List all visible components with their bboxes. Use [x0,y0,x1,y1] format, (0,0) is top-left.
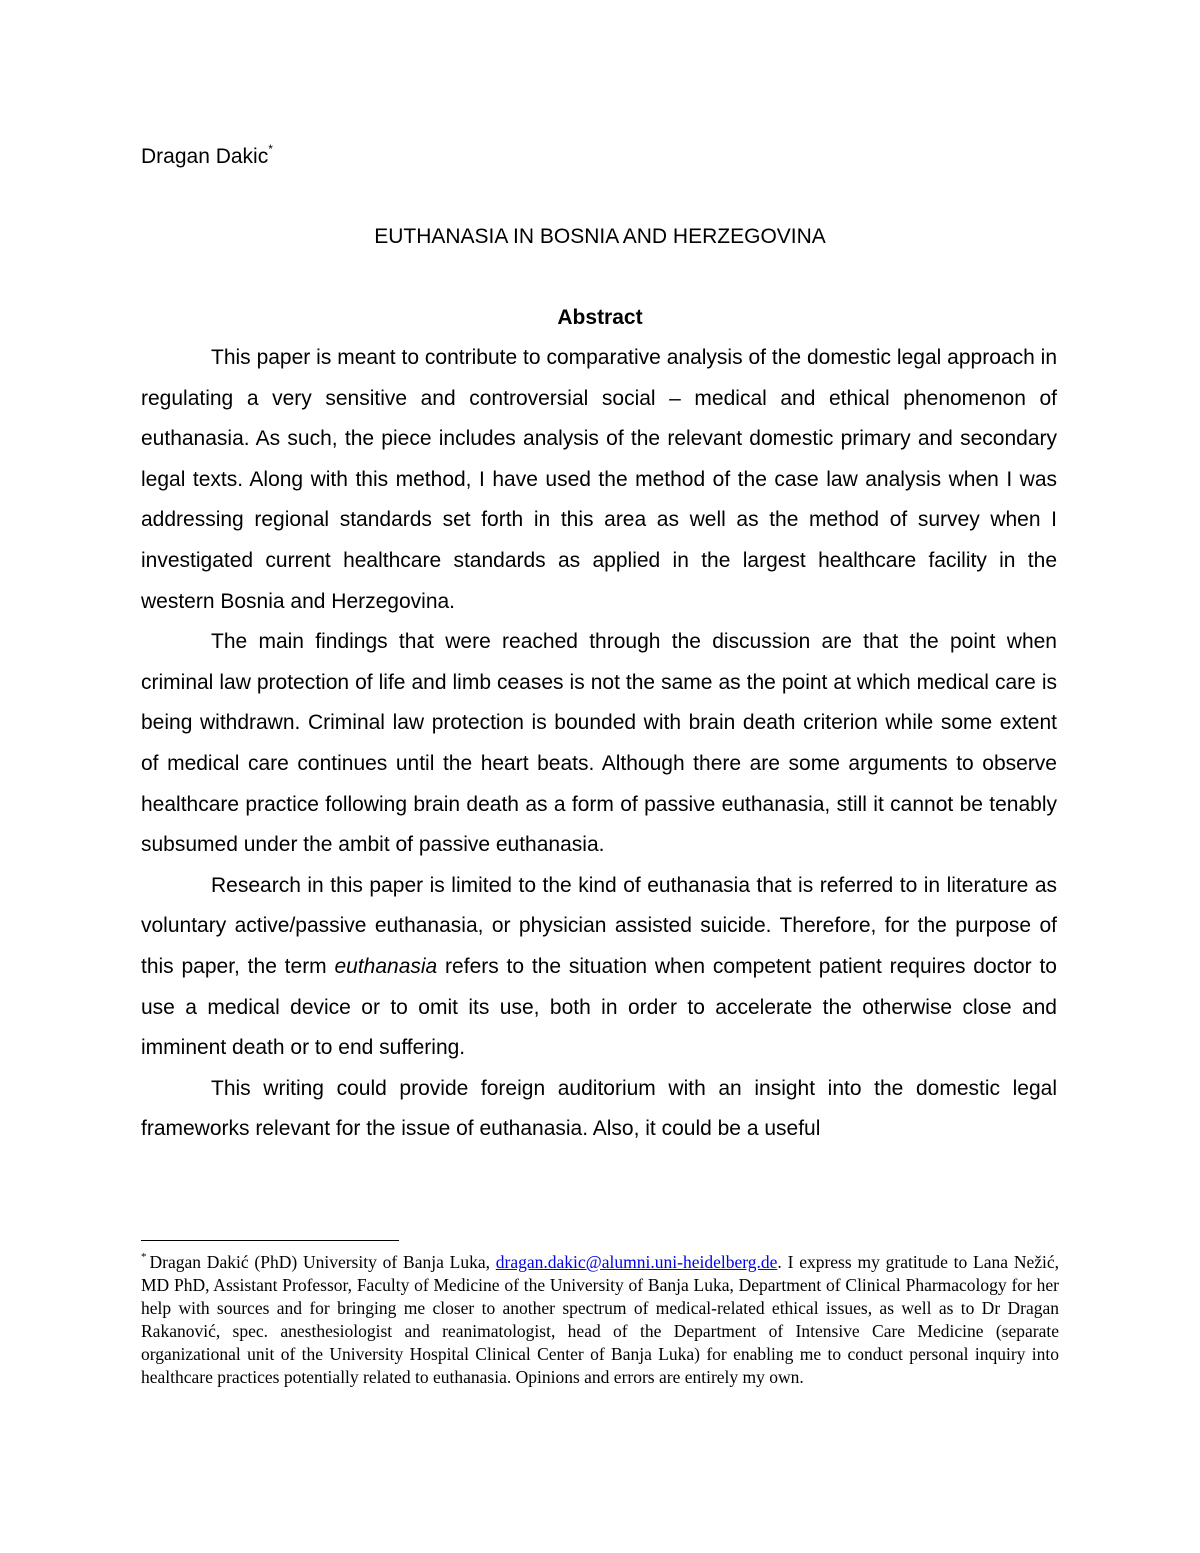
footnote [141,1251,1059,1388]
abstract-paragraph-1: This paper is meant to contribute to comparative analysis of the domestic legal approach in regulating a very sensitive and controversial social – medical and ethical phenomenon of euthanasia. As such, the piece includes analysis of the relevant domestic primary and secondary legal texts. Along with this method, I have used the method of the case law analysis when I was addressing regional standards set forth in this area as well as the method of survey when I investigated current healthcare standards as applied in the largest healthcare facility in the western Bosnia and Herzegovina. [141,346,1057,613]
abstract-paragraph-4: This writing could provide foreign auditorium with an insight into the domestic legal frameworks relevant for the issue of euthanasia. Also, it could be a useful [141,1076,1057,1141]
author-line [141,143,273,171]
abstract-heading: Abstract [557,306,643,329]
paragraph-3-text-before: Research in this paper is limited to the kind of euthanasia that is referred to in literature as voluntary active/passive euthanasia, or physician assisted suicide. Therefore, for the purpose of this paper, the term [141,873,1057,978]
paper-title: EUTHANASIA IN BOSNIA AND HERZEGOVINA [374,225,826,248]
abstract-paragraph-3 [141,866,1057,1069]
footnote-mark: * [141,1251,147,1264]
abstract-paragraph-2: The main findings that were reached through the discussion are that the point when criminal law protection of life and limb ceases is not the same as the point at which medical care is being withdrawn. Criminal law protection is bounded with brain death criterion while some extent of medical care continues until the heart beats. Although there are some arguments to observe healthcare practice following brain death as a form of passive euthanasia, still it cannot be tenably subsumed under the ambit of passive euthanasia. [141,630,1057,857]
author-footnote-mark[interactable]: * [268,142,273,156]
author-name: Dragan Dakic [141,145,269,168]
paragraph-3-emphasis: euthanasia [334,954,438,978]
footnote-text-before-email: Dragan Dakić (PhD) University of Banja Luka, [149,1252,496,1272]
author-email-link[interactable]: dragan.dakic@alumni.uni-heidelberg.de [495,1252,778,1272]
abstract-body [141,338,1057,1150]
footnote-separator [141,1240,399,1241]
paragraph-3-text-after: refers to the situation when competent patient requires doctor to use a medical device or to omit its use, both in order to accelerate the otherwise close and imminent death or to end suffering. [141,954,1057,1060]
footnote-text-after-email: . I express my gratitude to Lana Nežić, MD PhD, Assistant Professor, Faculty of Medicine of the University of Banja Luka, Department of Clinical Pharmacology for her help with sources and for bringing me closer to another spectrum of medical-related ethical issues, as well as to Dr Dragan Rakanović, spec. anesthesiologist and reanimatologist, head of the Department of Intensive Care Medicine (separate organizational unit of the University Hospital Clinical Center of Banja Luka) for enabling me to conduct personal inquiry into healthcare practices potentially related to euthanasia. Opinions and errors are entirely my own. [141,1252,1060,1387]
